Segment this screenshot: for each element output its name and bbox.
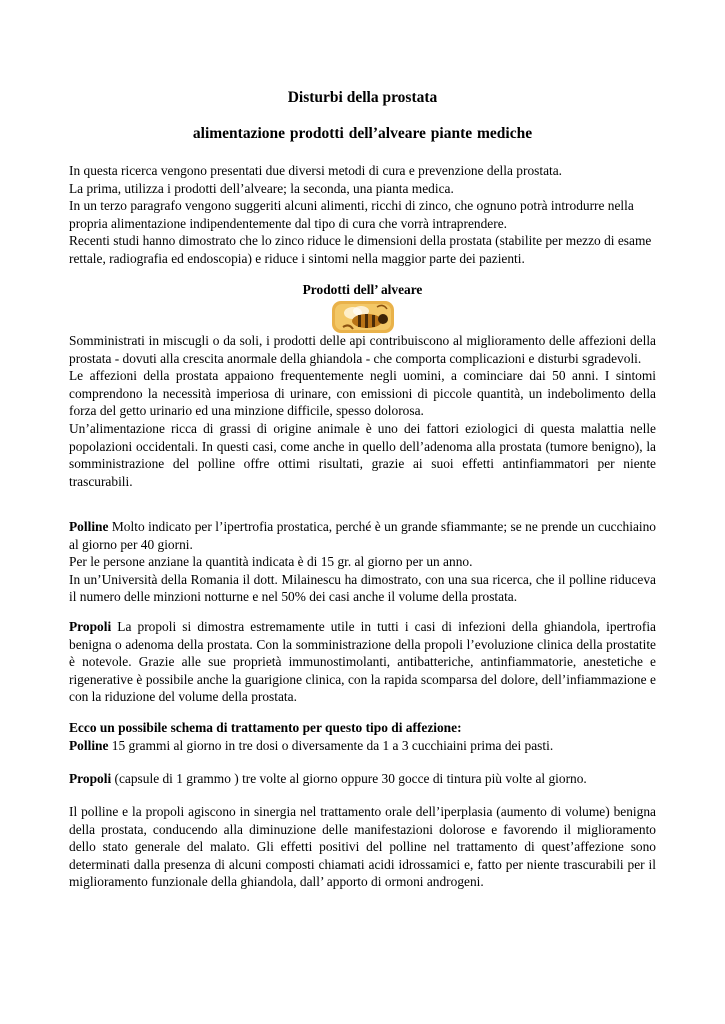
closing-paragraph: Il polline e la propoli agiscono in sinergia nel trattamento orale dell’iperplasia (aumento di volume) benigna della prostata, conducendo alla diminuzione delle manifestazioni dolorose e favorendo il miglioramento dello stato generale del malato. Gli effetti positivi del polline nel trattamento di quest’affezione sono determinati dalla presenza di alcuni composti chiamati acidi idrossamici e, fatto per niente trascurabili per il miglioramento funzionale della ghiandola, dall’ apporto di ormoni androgeni. <box>69 804 656 890</box>
propoli-paragraph <box>69 618 656 706</box>
propoli-text: La propoli si dimostra estremamente utile in tutti i casi di infezioni della ghiandola, ipertrofia benigna o adenoma della prostata. Con la somministrazione della propoli l’evoluzione clinica della prostatite è notevole. Grazie alle sue proprietà immunostimolanti, antibatteriche, antinfiammatorie, anestetiche e rigenerative è possibile anche la guarigione clinica, con la rapida scomparsa del dolore, dell’infiammazione e con la riduzione del volume della prostata. <box>69 619 656 705</box>
bee-icon <box>331 299 395 335</box>
alveare-paragraph-1: Somministrati in miscugli o da soli, i prodotti delle api contribuiscono al miglioramento delle affezioni della prostata - dovuti alla crescita anormale della ghiandola - che comporta complicazioni e disturbi sgradevoli. <box>69 333 656 366</box>
intro-line-2: La prima, utilizza i prodotti dell’alveare; la seconda, una pianta medica. <box>69 180 454 196</box>
schema-polline-label: Polline <box>69 737 109 753</box>
intro-section <box>69 162 656 268</box>
polline-line-2: Per le persone anziane la quantità indicata è di 15 gr. al giorno per un anno. <box>69 554 473 570</box>
polline-paragraph <box>69 518 656 553</box>
propoli-label: Propoli <box>69 619 112 634</box>
polline-line-3: In un’Università della Romania il dott. Milainescu ha dimostrato, con una sua ricerca, che il polline riduceva il numero delle minzioni notturne e nel 50% dei casi anche il volume della prostata. <box>69 571 656 605</box>
closing-section <box>69 803 656 891</box>
intro-line-1: In questa ricerca vengono presentati due diversi metodi di cura e prevenzione della prostata. <box>69 163 563 178</box>
schema-propoli-text: (capsule di 1 grammo ) tre volte al giorno oppure 30 gocce di tintura più volte al giorno. <box>111 771 587 786</box>
schema-propoli <box>69 770 656 788</box>
schema-heading <box>69 719 656 737</box>
propoli-section <box>69 618 656 706</box>
alveare-paragraph-3: Un’alimentazione ricca di grassi di origine animale è uno dei fattori eziologici di questa malattia nelle popolazioni occidentali. In questi casi, come anche in quello dell’adenoma alla prostata (tumore benigno), la somministrazione del polline offre ottimi risultati, grazie ai suoi effetti antinfiammatori per niente trascurabili. <box>69 420 656 489</box>
schema-section <box>69 719 656 754</box>
schema-polline <box>69 737 656 755</box>
alveare-section <box>69 332 656 490</box>
schema-propoli-label: Propoli <box>69 771 112 786</box>
schema-heading-text: Ecco un possibile schema di trattamento per questo tipo di affezione: <box>69 720 462 735</box>
page-title: Disturbi della prostata <box>287 89 438 106</box>
polline-section <box>69 518 656 606</box>
intro-paragraph-3: In un terzo paragrafo vengono suggeriti alcuni alimenti, ricchi di zinco, che ognuno potrà introdurre nella propria alimentazione indipendentemente dal tipo di cura che vorrà intraprendere. <box>69 198 634 231</box>
section-title-alveare: Prodotti dell’ alveare <box>302 282 423 297</box>
alveare-paragraph-2: Le affezioni della prostata appaiono frequentemente negli uomini, a cominciare dai 50 anni. I sintomi comprendono la necessità imperiosa di urinare, con emissioni di piccole quantità, un indebolimento della forza del getto urinario ed una minzione difficile, spesso dolorosa. <box>69 368 656 419</box>
polline-lead: Molto indicato per l’ipertrofia prostatica, perché è un grande sfiammante; se ne prende un cucchiaino al giorno per 40 giorni. <box>69 519 656 552</box>
intro-paragraph-4: Recenti studi hanno dimostrato che lo zinco riduce le dimensioni della prostata (stabilite per mezzo di esame rettale, radiografia ed endoscopia) e riduce i sintomi nella maggior parte dei pazienti. <box>69 233 652 266</box>
page-subtitle: alimentazione prodotti dell’alveare piante mediche <box>192 125 533 142</box>
polline-label: Polline <box>69 519 109 534</box>
schema-polline-text: 15 grammi al giorno in tre dosi o diversamente da 1 a 3 cucchiaini prima dei pasti. <box>108 737 554 753</box>
schema-propoli-section <box>69 770 656 788</box>
